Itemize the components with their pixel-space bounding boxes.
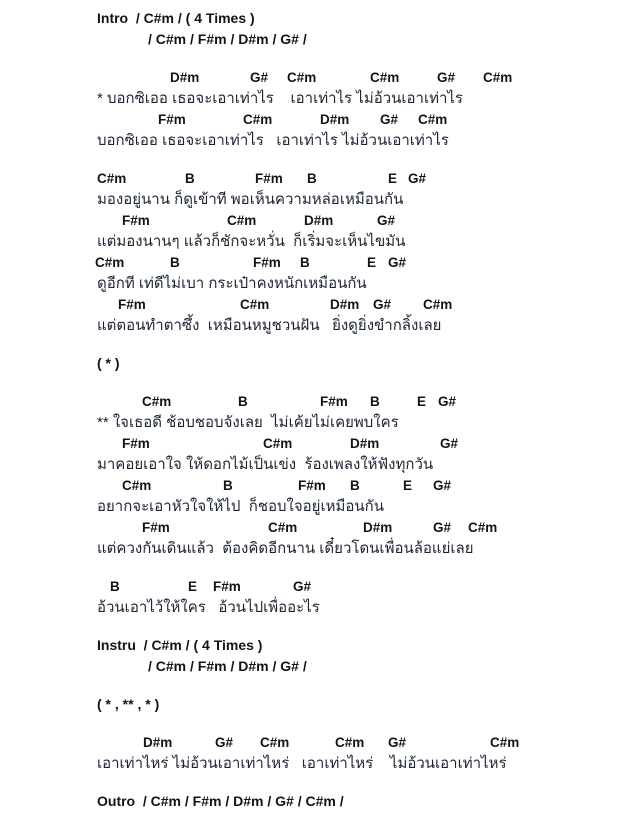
blank-line bbox=[0, 374, 620, 391]
blank-line bbox=[0, 715, 620, 732]
chord-csharpm: C#m bbox=[418, 112, 448, 127]
chord-fsharpm: F#m bbox=[118, 297, 146, 312]
chord-gsharp: G# bbox=[293, 579, 312, 594]
chord-dsharpm: D#m bbox=[320, 112, 350, 127]
chord-csharpm: C#m bbox=[335, 735, 365, 750]
chord-gsharp: G# bbox=[388, 255, 407, 270]
chord-fsharpm: F#m bbox=[213, 579, 241, 594]
chord-gsharp: G# bbox=[380, 112, 399, 127]
chord-gsharp: G# bbox=[215, 735, 234, 750]
lyric-line: แต่ควงกันเดินแล้ว ต้องคิดอีกนาน เดี๋ยวโดนเพื่อนล้อแย่เลย bbox=[97, 540, 474, 557]
chord-e: E bbox=[367, 255, 377, 270]
chord-b: B bbox=[300, 255, 310, 270]
section-heading-continuation: / C#m / F#m / D#m / G# / bbox=[148, 658, 307, 674]
lyric-line: ดูอีกที เท่ดีไม่เบา กระเป๋าคงหนักเหมือนกัน bbox=[97, 275, 367, 292]
chord-gsharp: G# bbox=[388, 735, 407, 750]
chord-csharpm: C#m bbox=[370, 70, 400, 85]
repeat-marker: ( * , ** , * ) bbox=[97, 696, 160, 712]
chord-fsharpm: F#m bbox=[298, 478, 326, 493]
blank-line bbox=[0, 559, 620, 576]
lyric-line: อ้วนเอาไว้ให้ใคร อ้วนไปเพื่ออะไร bbox=[97, 599, 320, 616]
chord-b: B bbox=[370, 394, 380, 409]
chord-fsharpm: F#m bbox=[320, 394, 348, 409]
chord-csharpm: C#m bbox=[490, 735, 520, 750]
chord-b: B bbox=[185, 171, 195, 186]
chord-fsharpm: F#m bbox=[122, 436, 150, 451]
lyric-line: บอกซิเออ เธอจะเอาเท่าไร เอาเท่าไร ไม่อ้วนเอาเท่าไร bbox=[97, 132, 449, 149]
chord-line bbox=[0, 67, 620, 88]
chord-line bbox=[0, 168, 620, 189]
chord-csharpm: C#m bbox=[260, 735, 290, 750]
chord-dsharpm: D#m bbox=[143, 735, 173, 750]
lyric-line: เอาเท่าไหร่ ไม่อ้วนเอาเท่าไหร่ เอาเท่าไหร่ ไม่อ้วนเอาเท่าไหร่ bbox=[97, 755, 507, 772]
lyric-line: มาคอยเอาใจ ให้ดอกไม้เป็นเข่ง ร้องเพลงให้ฟังทุกวัน bbox=[97, 456, 434, 473]
chord-fsharpm: F#m bbox=[158, 112, 186, 127]
chord-line bbox=[0, 252, 620, 273]
chord-dsharpm: D#m bbox=[304, 213, 334, 228]
chord-gsharp: G# bbox=[433, 478, 452, 493]
chord-csharpm: C#m bbox=[468, 520, 498, 535]
chord-e: E bbox=[403, 478, 413, 493]
chord-csharpm: C#m bbox=[483, 70, 513, 85]
chord-gsharp: G# bbox=[250, 70, 269, 85]
chord-e: E bbox=[388, 171, 398, 186]
chord-dsharpm: D#m bbox=[350, 436, 380, 451]
blank-line bbox=[0, 677, 620, 694]
section-heading-continuation: / C#m / F#m / D#m / G# / bbox=[148, 31, 307, 47]
lyric-line: ** ใจเธอดี ช้อบชอบจังเลย ไม่เค้ยไม่เคยพบใคร bbox=[97, 414, 399, 431]
chord-gsharp: G# bbox=[437, 70, 456, 85]
chord-line bbox=[0, 433, 620, 454]
chord-line bbox=[0, 576, 620, 597]
chord-fsharpm: F#m bbox=[253, 255, 281, 270]
repeat-marker: ( * ) bbox=[97, 355, 120, 371]
chord-csharpm: C#m bbox=[268, 520, 298, 535]
chord-b: B bbox=[110, 579, 120, 594]
chord-csharpm: C#m bbox=[95, 255, 125, 270]
chord-csharpm: C#m bbox=[142, 394, 172, 409]
section-heading: Intro / C#m / ( 4 Times ) bbox=[97, 10, 255, 26]
chord-csharpm: C#m bbox=[97, 171, 127, 186]
chord-csharpm: C#m bbox=[240, 297, 270, 312]
chord-gsharp: G# bbox=[377, 213, 396, 228]
chord-b: B bbox=[238, 394, 248, 409]
chord-b: B bbox=[223, 478, 233, 493]
chord-b: B bbox=[350, 478, 360, 493]
chord-dsharpm: D#m bbox=[363, 520, 393, 535]
section-heading: Outro / C#m / F#m / D#m / G# / C#m / bbox=[97, 793, 344, 809]
chord-gsharp: G# bbox=[373, 297, 392, 312]
chord-e: E bbox=[417, 394, 427, 409]
chord-fsharpm: F#m bbox=[122, 213, 150, 228]
chord-line bbox=[0, 732, 620, 753]
blank-line bbox=[0, 151, 620, 168]
chord-line bbox=[0, 210, 620, 231]
chord-gsharp: G# bbox=[408, 171, 427, 186]
blank-line bbox=[0, 50, 620, 67]
chord-b: B bbox=[307, 171, 317, 186]
lyric-line: มองอยู่นาน ก็ดูเข้าที พอเห็นความหล่อเหมือนกัน bbox=[97, 191, 404, 208]
chord-csharpm: C#m bbox=[243, 112, 273, 127]
chord-line bbox=[0, 517, 620, 538]
chord-gsharp: G# bbox=[438, 394, 457, 409]
chord-csharpm: C#m bbox=[227, 213, 257, 228]
chord-e: E bbox=[188, 579, 198, 594]
section-heading: Instru / C#m / ( 4 Times ) bbox=[97, 637, 263, 653]
lyric-line: แต่ตอนทำตาซึ้ง เหมือนหมูชวนฝัน ยิ่งดูยิ่งขำกลิ้งเลย bbox=[97, 317, 442, 334]
chord-line bbox=[0, 109, 620, 130]
lyric-line: อยากจะเอาหัวใจให้ไป ก็ชอบใจอยู่เหมือนกัน bbox=[97, 498, 384, 515]
chord-gsharp: G# bbox=[440, 436, 459, 451]
lyric-line: แต่มองนานๆ แล้วก็ชักจะหวั่น ก็เริ่มจะเห็นไขมัน bbox=[97, 233, 406, 250]
blank-line bbox=[0, 774, 620, 791]
blank-line bbox=[0, 336, 620, 353]
chord-line bbox=[0, 391, 620, 412]
chord-fsharpm: F#m bbox=[142, 520, 170, 535]
chord-csharpm: C#m bbox=[122, 478, 152, 493]
chord-b: B bbox=[170, 255, 180, 270]
chord-csharpm: C#m bbox=[423, 297, 453, 312]
chord-gsharp: G# bbox=[433, 520, 452, 535]
chord-csharpm: C#m bbox=[287, 70, 317, 85]
chord-fsharpm: F#m bbox=[255, 171, 283, 186]
chord-csharpm: C#m bbox=[263, 436, 293, 451]
chord-dsharpm: D#m bbox=[330, 297, 360, 312]
chord-line bbox=[0, 475, 620, 496]
chord-dsharpm: D#m bbox=[170, 70, 200, 85]
chord-line bbox=[0, 294, 620, 315]
lyric-line: * บอกซิเออ เธอจะเอาเท่าไร เอาเท่าไร ไม่อ้วนเอาเท่าไร bbox=[97, 90, 463, 107]
blank-line bbox=[0, 618, 620, 635]
